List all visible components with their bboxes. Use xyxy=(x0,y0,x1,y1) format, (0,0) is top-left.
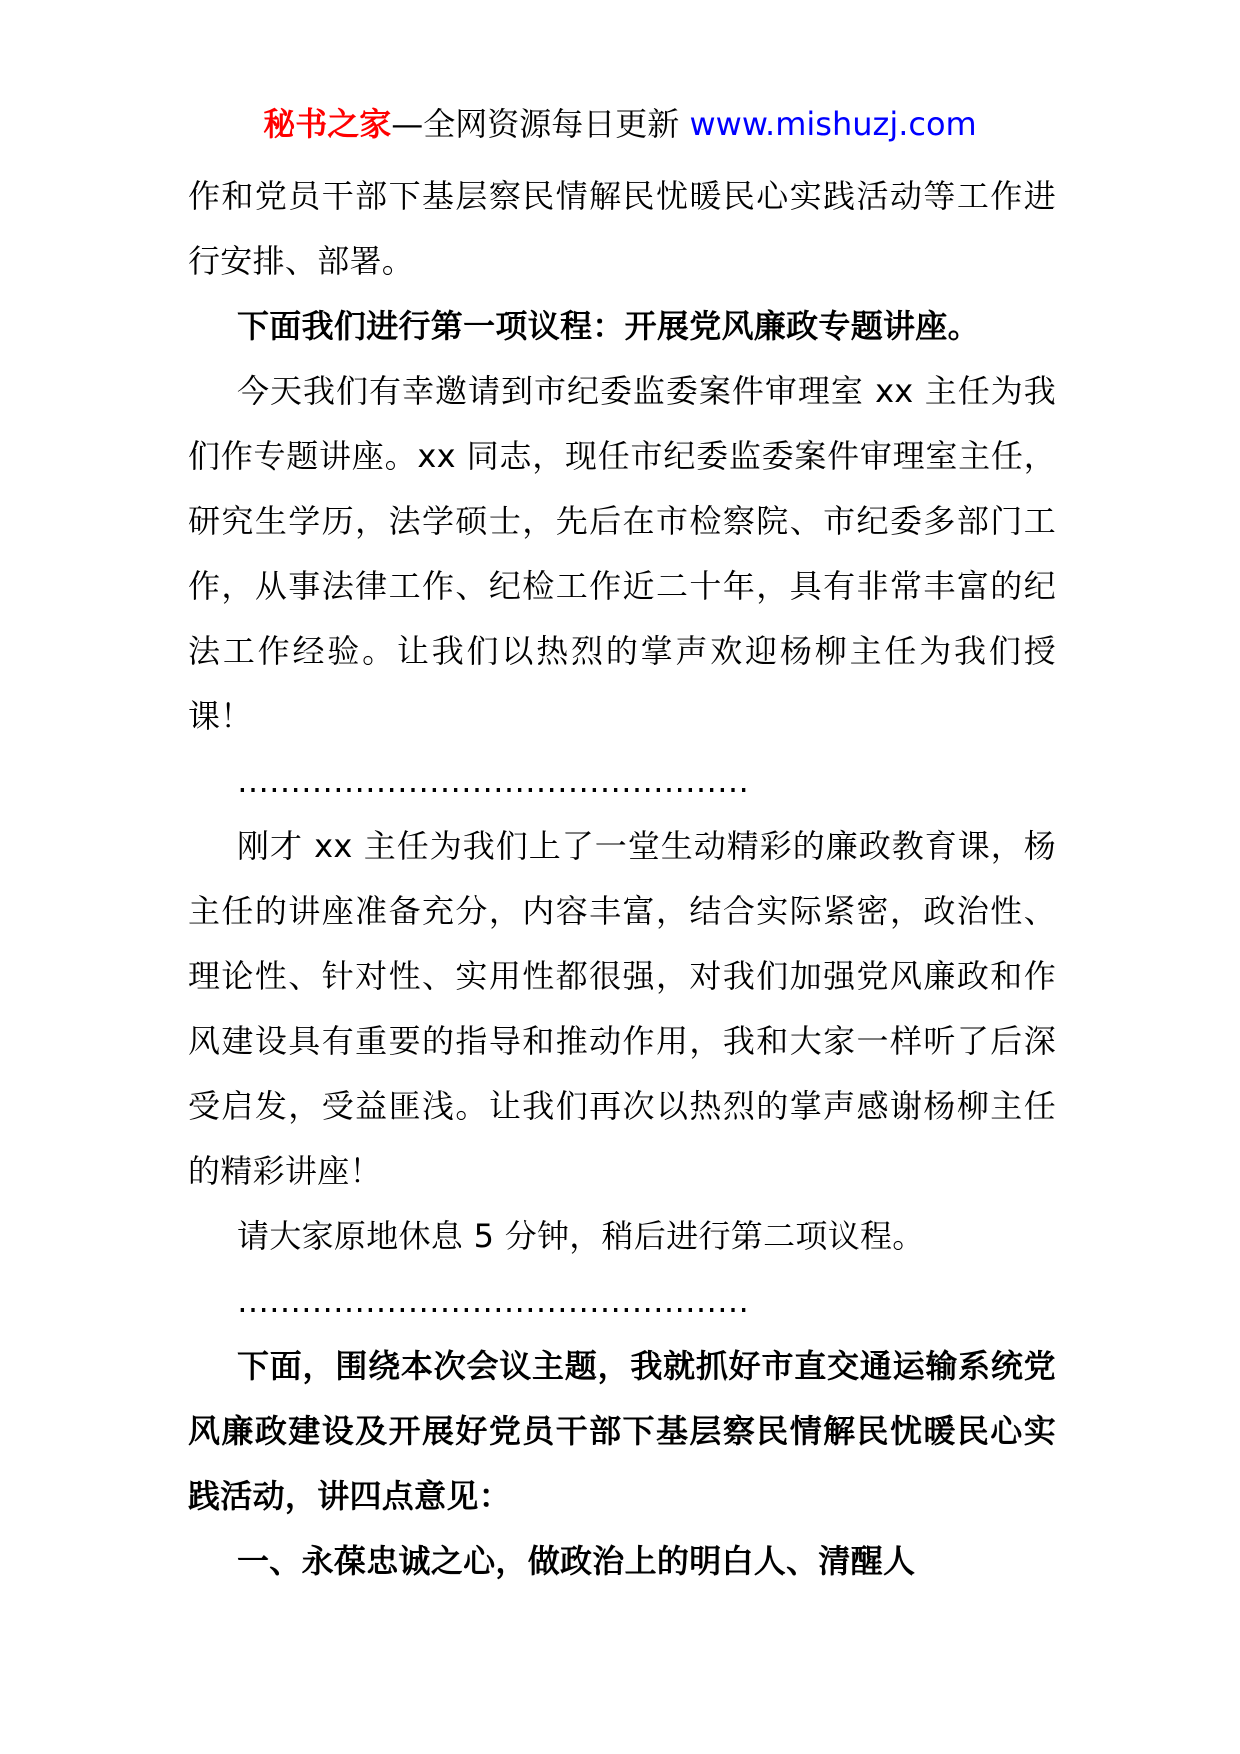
document-body xyxy=(188,164,1056,1594)
opinions-intro: 下面，围绕本次会议主题，我就抓好市直交通运输系统党风廉政建设及开展好党员干部下基层察民情解民忧暖民心实践活动，讲四点意见： xyxy=(188,1347,1056,1515)
site-tagline: —全网资源每日更新 xyxy=(391,105,680,143)
ellipsis-separator: ………………………………………… xyxy=(237,1282,749,1320)
lecture-thanks: 刚才 xx 主任为我们上了一堂生动精彩的廉政教育课，杨主任的讲座准备充分，内容丰富，结合实际紧密，政治性、理论性、针对性、实用性都很强，对我们加强党风廉政和作风建设具有重要的指导和推动作用，我和大家一样听了后深受启发，受益匪浅。让我们再次以热烈的掌声感谢杨柳主任的精彩讲座！ xyxy=(188,827,1056,1190)
speaker-introduction: 今天我们有幸邀请到市纪委监委案件审理室 xx 主任为我们作专题讲座。xx 同志，现任市纪委监委案件审理室主任，研究生学历，法学硕士，先后在市检察院、市纪委多部门工作，从事法律工作、纪检工作近二十年，具有非常丰富的纪法工作经验。让我们以热烈的掌声欢迎杨柳主任为我们授课！ xyxy=(188,372,1056,735)
agenda-item-one-heading: 下面我们进行第一项议程：开展党风廉政专题讲座。 xyxy=(237,307,980,345)
section-one-heading: 一、永葆忠诚之心，做政治上的明白人、清醒人 xyxy=(237,1542,916,1580)
paragraph-continuation: 作和党员干部下基层察民情解民忧暖民心实践活动等工作进行安排、部署。 xyxy=(188,177,1056,280)
site-url-link[interactable]: www.mishuzj.com xyxy=(689,105,977,143)
site-brand: 秘书之家 xyxy=(263,105,392,143)
break-notice: 请大家原地休息 5 分钟，稍后进行第二项议程。 xyxy=(237,1217,925,1255)
ellipsis-separator: ………………………………………… xyxy=(237,762,749,800)
site-header xyxy=(0,102,1240,146)
